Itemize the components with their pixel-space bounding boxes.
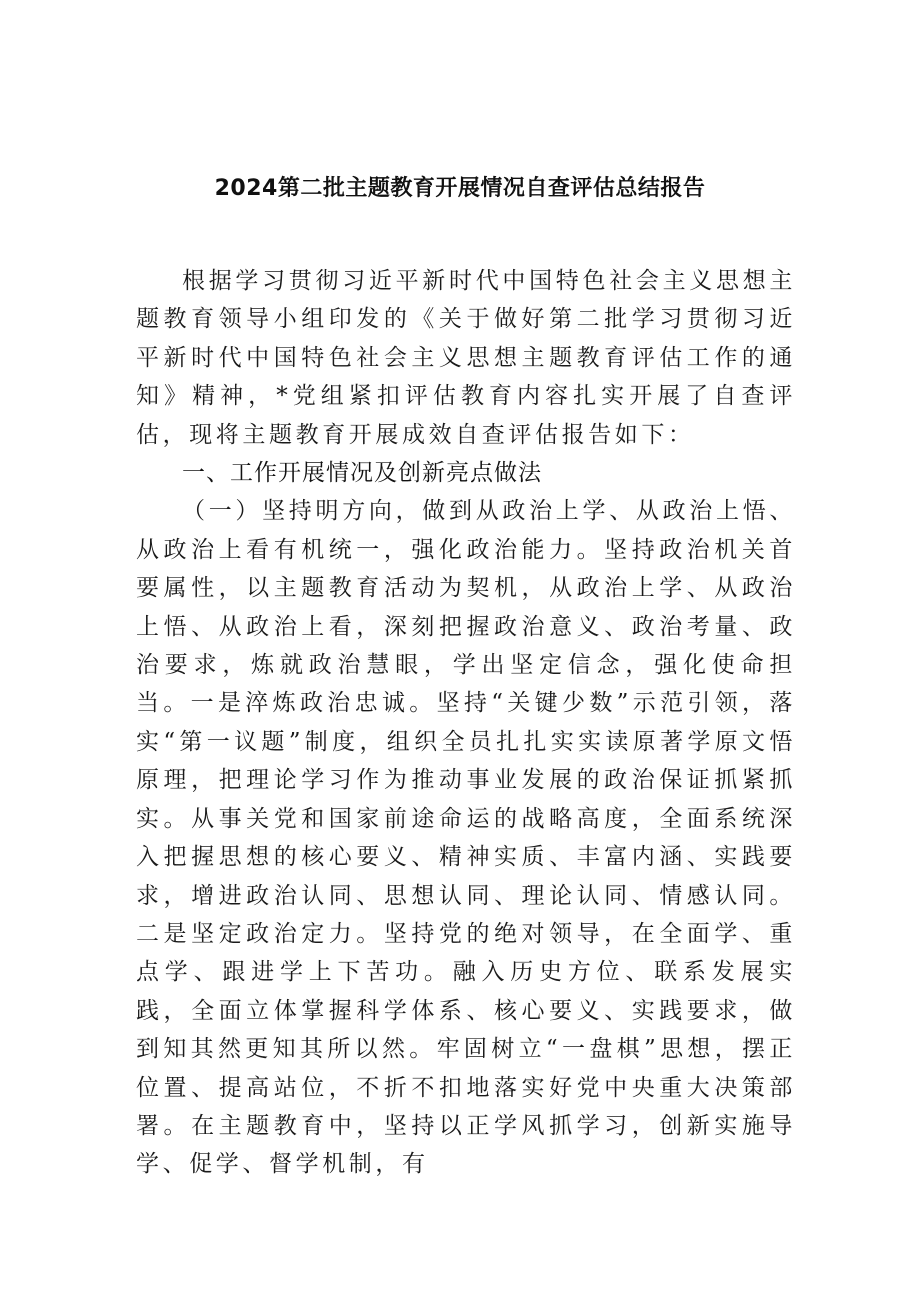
section-paragraph: （一）坚持明方向，做到从政治上学、从政治上悟、从政治上看有机统一，强化政治能力。坚持政治机关首要属性，以主题教育活动为契机，从政治上学、从政治上悟、从政治上看，深刻把握政治意义、政治考量、政治要求，炼就政治慧眼，学出坚定信念，强化使命担当。一是淬炼政治忠诚。坚持“关键少数”示范引领，落实“第一议题”制度，组织全员扎扎实实读原著学原文悟原理，把理论学习作为推动事业发展的政治保证抓紧抓实。从事关党和国家前途命运的战略高度，全面系统深入把握思想的核心要义、精神实质、丰富内涵、实践要求，增进政治认同、思想认同、理论认同、情感认同。二是坚定政治定力。坚持党的绝对领导，在全面学、重点学、跟进学上下苦功。融入历史方位、联系发展实践，全面立体掌握科学体系、核心要义、实践要求，做到知其然更知其所以然。牢固树立“一盘棋”思想，摆正位置、提高站位，不折不扣地落实好党中央重大决策部署。在主题教育中，坚持以正学风抓学习，创新实施导学、促学、督学机制，有: [136, 498, 796, 1178]
section-heading: 一、工作开展情况及创新亮点做法: [182, 460, 542, 487]
document-title: 2024第二批主题教育开展情况自查评估总结报告: [214, 176, 706, 201]
document-body: [136, 262, 796, 1184]
intro-paragraph: 根据学习贯彻习近平新时代中国特色社会主义思想主题教育领导小组印发的《关于做好第二批学习贯彻习近平新时代中国特色社会主义思想主题教育评估工作的通知》精神，*党组紧扣评估教育内容扎实开展了自查评估，现将主题教育开展成效自查评估报告如下：: [136, 268, 796, 448]
